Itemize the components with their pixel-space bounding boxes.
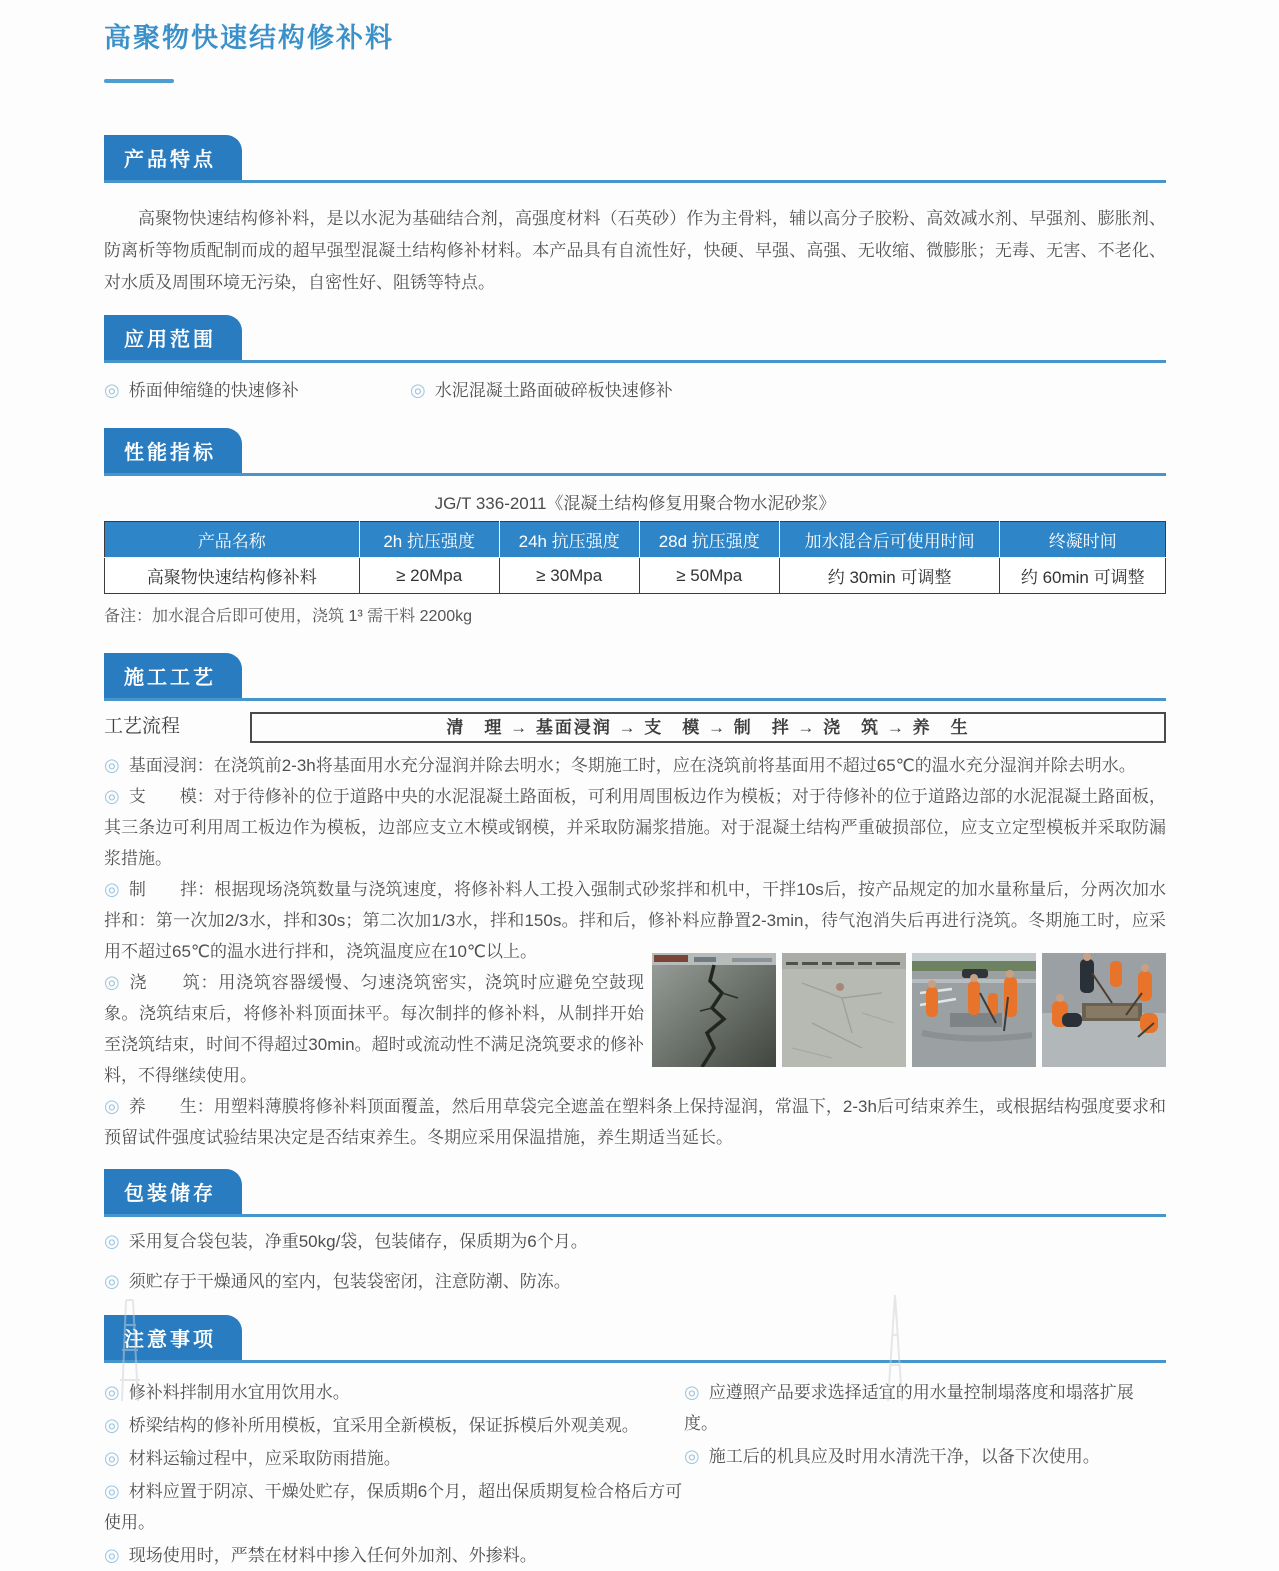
- step-term: 浇 筑：: [129, 973, 219, 992]
- table-header-cell: 加水混合后可使用时间: [779, 522, 1000, 558]
- ring-bullet-icon: ◎: [104, 1481, 120, 1501]
- step-desc: 用浇筑容器缓慢、匀速浇筑密实，浇筑时应避免空鼓现象。浇筑结束后，将修补料顶面抹平。每次制拌的修补料，从制拌开始至浇筑结束，时间不得超过30min。超时或流动性不满足浇筑要求的修补料，不得继续使用。: [104, 973, 644, 1085]
- step-desc: 用塑料薄膜将修补料顶面覆盖，然后用草袋完全遮盖在塑料条上保持湿润，常温下，2-3h后可结束养生，或根据结构强度要求和预留试件强度试验结果决定是否结束养生。冬期应采用保温措施，养生期适当延长。: [104, 1097, 1166, 1147]
- section-process: [104, 653, 1166, 1153]
- list-item: [104, 1476, 684, 1538]
- ring-bullet-icon: ◎: [104, 972, 121, 992]
- section-tab-notices: 注意事项: [104, 1315, 242, 1360]
- step-term: 制 拌：: [128, 880, 215, 899]
- table-header-row: [105, 522, 1166, 558]
- list-item-text: 应遵照产品要求选择适宜的用水量控制塌落度和塌落扩展度。: [684, 1383, 1134, 1433]
- list-item: [684, 1377, 1166, 1439]
- section-features: [104, 135, 1166, 299]
- flow-label: 工艺流程: [104, 716, 181, 737]
- table-cell: ≥ 20Mpa: [359, 558, 499, 594]
- section-tab-process: 施工工艺: [104, 653, 242, 698]
- light-concrete-surface-photo: [782, 953, 906, 1067]
- performance-table: [104, 521, 1166, 594]
- list-item-text: 材料运输过程中，应采取防雨措施。: [128, 1449, 401, 1468]
- site-photos-strip: [652, 953, 1166, 1067]
- list-item-text: 桥梁结构的修补所用模板，宜采用全新模板，保证拆模后外观美观。: [128, 1416, 639, 1435]
- table-note: 备注：加水混合后即可使用，浇筑 1³ 需干料 2200kg: [104, 608, 473, 625]
- section-tab-features: 产品特点: [104, 135, 242, 180]
- ring-bullet-icon: ◎: [104, 1545, 120, 1565]
- process-step: [104, 1091, 1166, 1153]
- ring-bullet-icon: ◎: [104, 755, 120, 775]
- table-header-cell: 28d 抗压强度: [639, 522, 779, 558]
- ring-bullet-icon: ◎: [104, 879, 120, 899]
- list-item-text: 修补料拌制用水宜用饮用水。: [128, 1383, 350, 1402]
- standard-reference: JG/T 336-2011《混凝土结构修复用聚合物水泥砂浆》: [434, 494, 836, 513]
- list-item: [684, 1441, 1166, 1472]
- features-paragraph: 高聚物快速结构修补料，是以水泥为基础结合剂，高强度材料（石英砂）作为主骨料，辅以高分子胶粉、高效减水剂、早强剂、膨胀剂、防离析等物质配制而成的超早强型混凝土结构修补材料。本产品具有自流性好，快硬、早强、高强、无收缩、微膨胀；无毒、无害、不老化、对水质及周围环境无污染，自密性好、阻锈等特点。: [104, 209, 1166, 292]
- ring-bullet-icon: ◎: [684, 1446, 700, 1466]
- list-item: [104, 1377, 684, 1408]
- list-item: [104, 1410, 684, 1441]
- table-row: [105, 558, 1166, 594]
- table-cell: 约 30min 可调整: [779, 558, 1000, 594]
- section-notices: [104, 1315, 1166, 1571]
- step-desc: 对于待修补的位于道路中央的水泥混凝土路面板，可利用周围板边作为模板；对于待修补的位于道路边部的水泥混凝土路面板，其三条边可利用周工板边作为模板，边部应支立木模或钢模，并采取防漏浆措施。对于混凝土结构严重破损部位，应支立定型模板并采取防漏浆措施。: [104, 787, 1167, 868]
- notices-right-column: [684, 1375, 1166, 1571]
- section-applications: [104, 315, 1166, 406]
- road-repair-workers-photo: [912, 953, 1036, 1067]
- watermark-tower-sketch: [100, 1290, 160, 1401]
- list-item-text: 水泥混凝土路面破碎板快速修补: [434, 381, 673, 400]
- ring-bullet-icon: ◎: [104, 786, 120, 806]
- ring-bullet-icon: ◎: [104, 1231, 120, 1251]
- section-tab-applications: 应用范围: [104, 315, 242, 360]
- watermark-spire-sketch: [870, 1295, 920, 1401]
- ring-bullet-icon: ◎: [684, 1382, 700, 1402]
- table-cell: ≥ 30Mpa: [499, 558, 639, 594]
- step-term: 基面浸润：: [128, 756, 214, 775]
- section-header-bar: [104, 428, 1166, 476]
- process-steps: [104, 750, 1166, 1153]
- list-item: [104, 1443, 684, 1474]
- step-desc: 在浇筑前2-3h将基面用水充分湿润并除去明水；冬期施工时，应在浇筑前将基面用不超过65℃的温水充分湿润并除去明水。: [213, 756, 1136, 775]
- table-header-cell: 24h 抗压强度: [499, 522, 639, 558]
- list-item-text: 桥面伸缩缝的快速修补: [128, 381, 299, 400]
- list-item-text: 施工后的机具应及时用水清洗干净，以备下次使用。: [708, 1447, 1100, 1466]
- ring-bullet-icon: ◎: [104, 1382, 120, 1402]
- list-item: [104, 1226, 1166, 1257]
- section-header-bar: [104, 653, 1166, 701]
- section-performance: [104, 428, 1166, 626]
- list-item: [104, 1540, 684, 1571]
- ring-bullet-icon: ◎: [104, 1096, 120, 1116]
- table-cell: 约 60min 可调整: [1000, 558, 1166, 594]
- process-flow: [104, 712, 1166, 743]
- table-header-cell: 终凝时间: [1000, 522, 1166, 558]
- list-item: [104, 375, 410, 406]
- notices-left-column: [104, 1375, 684, 1571]
- notices-columns: [104, 1375, 1166, 1571]
- applications-list: [104, 375, 1166, 406]
- list-item-text: 现场使用时，严禁在材料中掺入任何外加剂、外掺料。: [128, 1546, 537, 1565]
- list-item-text: 材料应置于阴凉、干燥处贮存，保质期6个月，超出保质期复检合格后方可使用。: [104, 1482, 683, 1532]
- section-packaging: [104, 1169, 1166, 1297]
- step-term: 养 生：: [128, 1097, 214, 1116]
- table-cell: ≥ 50Mpa: [639, 558, 779, 594]
- section-tab-performance: 性能指标: [104, 428, 242, 473]
- section-header-bar: [104, 1169, 1166, 1217]
- ring-bullet-icon: ◎: [104, 1448, 120, 1468]
- section-tab-packaging: 包装储存: [104, 1169, 242, 1214]
- ring-bullet-icon: ◎: [104, 1415, 120, 1435]
- list-item: [104, 1266, 1166, 1297]
- process-step: [104, 967, 644, 1091]
- table-cell: 高聚物快速结构修补料: [105, 558, 360, 594]
- section-header-bar: [104, 315, 1166, 363]
- list-item: [410, 375, 673, 406]
- flow-sequence: 清 理 → 基面浸润 → 支 模 → 制 拌 → 浇 筑 → 养 生: [250, 712, 1166, 743]
- table-header-cell: 产品名称: [105, 522, 360, 558]
- process-step: [104, 781, 1166, 874]
- table-header-cell: 2h 抗压强度: [359, 522, 499, 558]
- section-header-bar: [104, 1315, 1166, 1363]
- page-title: 高聚物快速结构修补料: [104, 23, 394, 53]
- ring-bullet-icon: ◎: [104, 380, 120, 400]
- list-item-text: 须贮存于干燥通风的室内，包装袋密闭，注意防潮、防冻。: [128, 1272, 571, 1291]
- step-term: 支 模：: [128, 787, 214, 806]
- step-desc: 根据现场浇筑数量与浇筑速度，将修补料人工投入强制式砂浆拌和机中，干拌10s后，按产品规定的加水量称量后，分两次加水拌和：第一次加2/3水，拌和30s；第二次加1/3水，拌和150s。拌和后，修补料应静置2-3min，待气泡消失后再进行浇筑。冬期施工时，应采用不超过65℃的温水进行拌和，浇筑温度应在10℃以上。: [104, 880, 1166, 961]
- process-step: [104, 750, 1166, 781]
- packaging-list: [104, 1226, 1166, 1297]
- pour-step-row: [104, 967, 1166, 1091]
- cracked-dark-pavement-photo: [652, 953, 776, 1067]
- list-item-text: 采用复合袋包装，净重50kg/袋，包装储存，保质期为6个月。: [128, 1232, 588, 1251]
- title-underline: [104, 79, 174, 83]
- ring-bullet-icon: ◎: [104, 1271, 120, 1291]
- patch-repair-workers-photo: [1042, 953, 1166, 1067]
- ring-bullet-icon: ◎: [410, 380, 426, 400]
- section-header-bar: [104, 135, 1166, 183]
